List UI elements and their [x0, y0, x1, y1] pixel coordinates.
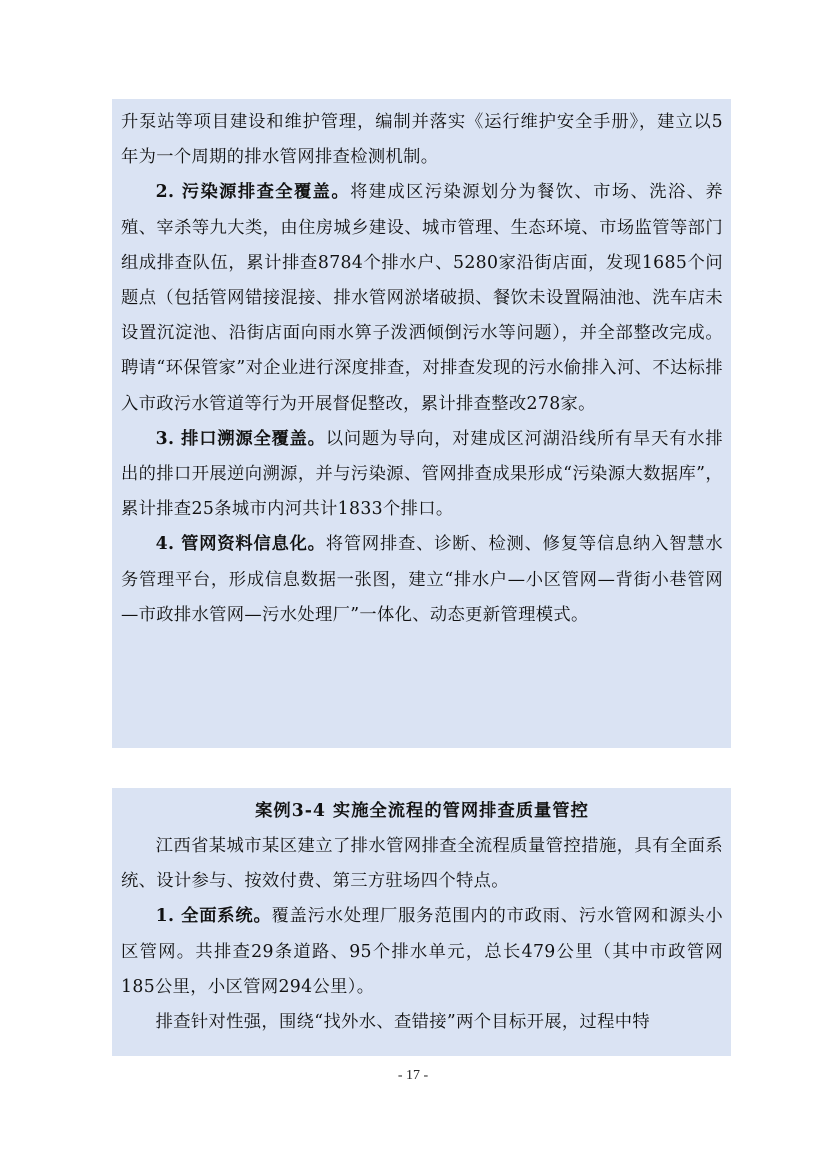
text-outfall-tracing: 以问题为导向，对建成区河湖沿线所有旱天有水排出的排口开展逆向溯源，并与污染源、管网排查成果形成“污染源大数据库”，累计排查25条城市内河共计1833个排口。: [121, 428, 723, 520]
heading-network-info: 4. 管网资料信息化。: [155, 534, 326, 555]
paragraph-comprehensive: [121, 899, 723, 1005]
heading-outfall-tracing: 3. 排口溯源全覆盖。: [155, 428, 326, 449]
case-text-box-3-4: [112, 788, 731, 1056]
page-number: - 17 -: [397, 1068, 429, 1083]
heading-pollution-source: 2. 污染源排查全覆盖。: [155, 182, 351, 203]
paragraph-pollution-source: [121, 175, 723, 421]
paragraph-pump-station: 升泵站等项目建设和维护管理，编制并落实《运行维护安全手册》，建立以5年为一个周期的排水管网排查检测机制。: [121, 112, 723, 168]
case-text-box-continued: [112, 99, 731, 748]
paragraph-case-intro: 江西省某城市某区建立了排水管网排查全流程质量管控措施，具有全面系统、设计参与、按效付费、第三方驻场四个特点。: [121, 836, 723, 892]
text-comprehensive: 覆盖污水处理厂服务范围内的市政雨、污水管网和源头小区管网。共排查29条道路、95个排水单元，总长479公里（其中市政管网185公里，小区管网294公里）。: [121, 906, 723, 997]
text-network-info: 将管网排查、诊断、检测、修复等信息纳入智慧水务管理平台，形成信息数据一张图，建立“排水户—小区管网—背街小巷管网—市政排水管网—污水处理厂”一体化、动态更新管理模式。: [121, 534, 723, 625]
heading-comprehensive: 1. 全面系统。: [155, 906, 272, 927]
text-pollution-source: 将建成区污染源划分为餐饮、市场、洗浴、养殖、宰杀等九大类，由住房城乡建设、城市管理、生态环境、市场监管等部门组成排查队伍，累计排查8784个排水户、5280家沿街店面，发现1685个问题点（包括管网错接混接、排水管网淤堵破损、餐饮未设置隔油池、洗车店未设置沉淀池、沿街店面向雨水箅子泼洒倾倒污水等问题），并全部整改完成。聘请“环保管家”对企业进行深度排查，对排查发现的污水偷排入河、不达标排入市政污水管道等行为开展督促整改，累计排查整改278家。: [121, 182, 723, 414]
paragraph-network-info: [121, 527, 723, 633]
paragraph-outfall-tracing: [121, 422, 723, 528]
case-title: 案例3-4 实施全流程的管网排查质量管控: [255, 801, 589, 821]
paragraph-targeted: 排查针对性强，围绕“找外水、查错接”两个目标开展，过程中特: [155, 1012, 651, 1033]
